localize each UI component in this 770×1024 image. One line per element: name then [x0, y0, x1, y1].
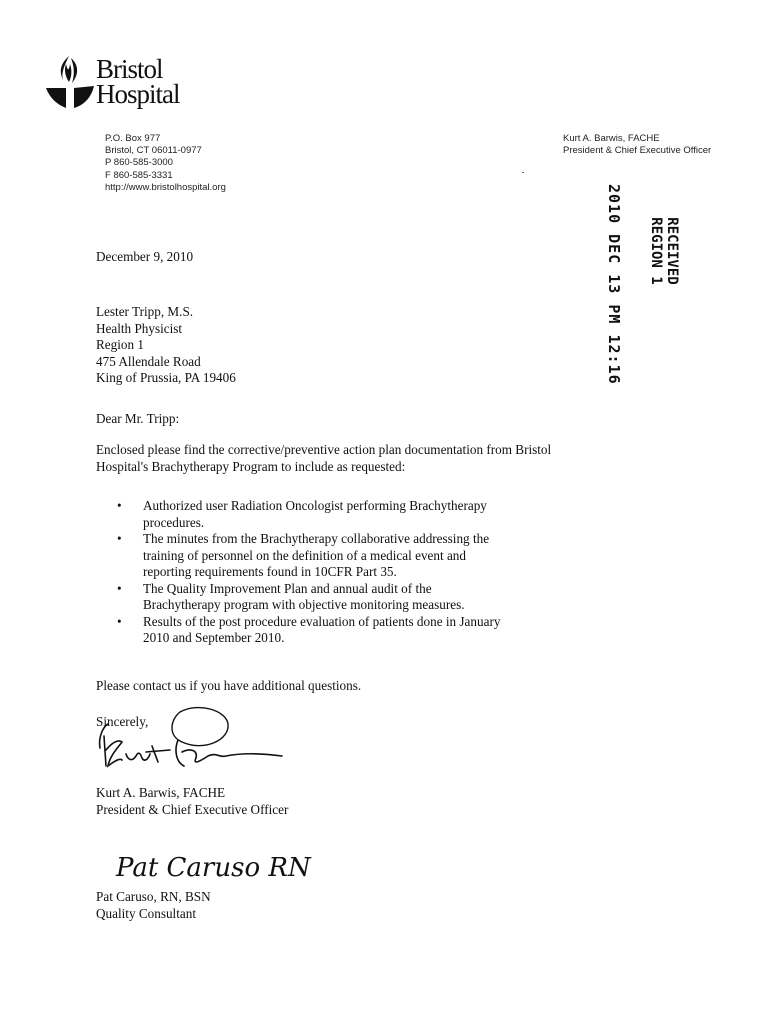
- list-item-line: The minutes from the Brachytherapy collaborative addressing the: [143, 531, 490, 546]
- signatory-1: [96, 785, 288, 818]
- body-paragraph: [96, 442, 551, 475]
- hospital-address-block: [105, 133, 226, 194]
- signatory-1-name: Kurt A. Barwis, FACHE: [96, 785, 226, 800]
- list-item: [113, 498, 500, 531]
- recipient-name: Lester Tripp, M.S.: [96, 304, 194, 319]
- scan-speck: [522, 172, 524, 173]
- stamp-received-line: RECEIVED: [664, 217, 680, 285]
- salutation: Dear Mr. Tripp:: [96, 411, 180, 426]
- bullet-icon: •: [117, 613, 122, 629]
- logo-text-line2: Hospital: [96, 79, 180, 109]
- list-item-line: Brachytherapy program with objective monitoring measures.: [143, 597, 465, 612]
- executive-name: Kurt A. Barwis, FACHE: [563, 133, 660, 144]
- body-line: Hospital's Brachytherapy Program to include as requested:: [96, 458, 406, 474]
- closing-line: Please contact us if you have additional questions.: [96, 678, 362, 693]
- letter-date: December 9, 2010: [96, 249, 194, 264]
- enclosure-list: [113, 498, 500, 647]
- signatory-1-title: President & Chief Executive Officer: [96, 801, 289, 817]
- signatory-2-name: Pat Caruso, RN, BSN: [96, 889, 211, 904]
- address-phone: P 860-585-3000: [105, 157, 173, 169]
- list-item-line: training of personnel on the definition of a medical event and: [143, 547, 466, 563]
- list-item-line: The Quality Improvement Plan and annual audit of the: [143, 580, 432, 596]
- signature-pat-caruso: [112, 842, 322, 888]
- address-website: http://www.bristolhospital.org: [105, 181, 226, 193]
- list-item-line: reporting requirements found in 10CFR Part 35.: [143, 564, 397, 579]
- recipient-region: Region 1: [96, 337, 144, 352]
- bullet-icon: •: [117, 498, 122, 513]
- list-item: [113, 581, 500, 614]
- stamp-region-line: REGION 1: [648, 217, 664, 285]
- received-date-stamp: 2010 DEC 13 PM 12:16: [605, 184, 623, 385]
- recipient-title: Health Physicist: [96, 320, 183, 336]
- logo-text-line1: Bristol: [96, 54, 163, 84]
- signatory-2-title: Quality Consultant: [96, 905, 197, 921]
- bristol-hospital-logo: [44, 50, 214, 122]
- recipient-address: [96, 304, 236, 387]
- executive-title: President & Chief Executive Officer: [563, 145, 712, 157]
- executive-block: [563, 133, 711, 157]
- signature-kurt-barwis: [86, 700, 296, 780]
- address-fax: F 860-585-3331: [105, 169, 173, 181]
- list-item: [113, 531, 500, 581]
- svg-text:Pat Caruso RN: Pat Caruso RN: [116, 853, 311, 883]
- received-region-stamp: [648, 206, 680, 296]
- bullet-icon: •: [117, 531, 122, 546]
- recipient-street: 475 Allendale Road: [96, 353, 201, 369]
- list-item-line: Results of the post procedure evaluation of patients done in January: [143, 613, 501, 629]
- address-po-box: P.O. Box 977: [105, 133, 161, 144]
- list-item-line: 2010 and September 2010.: [143, 630, 285, 645]
- list-item-line: procedures.: [143, 514, 205, 530]
- address-city: Bristol, CT 06011-0977: [105, 145, 202, 157]
- sign-off: Sincerely,: [96, 714, 149, 729]
- flame-icon: [44, 52, 96, 114]
- recipient-city: King of Prussia, PA 19406: [96, 370, 236, 385]
- list-item: [113, 614, 500, 647]
- signatory-2: [96, 889, 211, 922]
- bullet-icon: •: [117, 580, 122, 596]
- list-item-line: Authorized user Radiation Oncologist performing Brachytherapy: [143, 498, 487, 513]
- body-line: Enclosed please find the corrective/preventive action plan documentation from Bristol: [96, 442, 552, 457]
